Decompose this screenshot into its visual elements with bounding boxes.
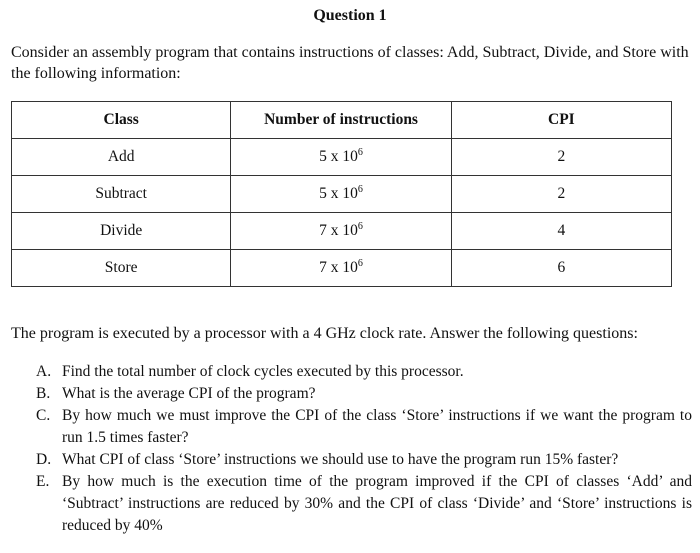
list-item xyxy=(36,383,692,405)
cell-class: Add xyxy=(12,139,231,176)
lead-paragraph: The program is executed by a processor with a 4 GHz clock rate. Answer the following questions: xyxy=(11,325,638,342)
cell-cpi: 2 xyxy=(451,139,671,176)
list-item xyxy=(36,361,692,383)
count-base: 5 x 10 xyxy=(319,185,358,202)
table-header-row xyxy=(12,102,672,139)
count-base: 7 x 10 xyxy=(319,259,358,276)
cell-count xyxy=(231,176,451,213)
item-letter: B. xyxy=(36,385,51,402)
list-item xyxy=(36,449,692,471)
item-text: By how much we must improve the CPI of the class ‘Store’ instructions if we want the program to run 1.5 times faster? xyxy=(62,407,692,446)
cell-cpi: 6 xyxy=(451,250,671,287)
cell-class: Divide xyxy=(12,213,231,250)
cell-count xyxy=(231,213,451,250)
count-exponent: 6 xyxy=(357,221,363,232)
question-title: Question 1 xyxy=(313,7,387,24)
item-letter: E. xyxy=(36,473,50,490)
count-exponent: 6 xyxy=(357,147,363,158)
header-number-of-instructions: Number of instructions xyxy=(231,102,451,139)
item-text: What CPI of class ‘Store’ instructions we should use to have the program run 15% faster? xyxy=(62,451,619,468)
item-letter: D. xyxy=(36,451,52,468)
header-cpi: CPI xyxy=(451,102,671,139)
table-row xyxy=(12,213,672,250)
count-base: 5 x 10 xyxy=(319,148,358,165)
cell-class: Store xyxy=(12,250,231,287)
item-text: By how much is the execution time of the program improved if the CPI of classes ‘Add’ and ‘Subtract’ instructions are reduced by 30% and the CPI of class ‘Divide’ and ‘Store’ instructions is reduced by 40% xyxy=(62,473,692,534)
cell-cpi: 2 xyxy=(451,176,671,213)
cell-count xyxy=(231,139,451,176)
item-text: What is the average CPI of the program? xyxy=(62,385,316,402)
count-exponent: 6 xyxy=(357,258,363,269)
question-list xyxy=(36,361,692,537)
instruction-table xyxy=(11,101,672,287)
table-row xyxy=(12,250,672,287)
cell-class: Subtract xyxy=(12,176,231,213)
table-row xyxy=(12,139,672,176)
item-letter: A. xyxy=(36,363,52,380)
list-item xyxy=(36,471,692,537)
header-class: Class xyxy=(12,102,231,139)
cell-count xyxy=(231,250,451,287)
table-row xyxy=(12,176,672,213)
list-item xyxy=(36,405,692,449)
count-base: 7 x 10 xyxy=(319,222,358,239)
count-exponent: 6 xyxy=(357,184,363,195)
intro-paragraph: Consider an assembly program that contains instructions of classes: Add, Subtract, Divide, and Store with the following information: xyxy=(11,44,689,82)
item-text: Find the total number of clock cycles executed by this processor. xyxy=(62,363,464,380)
cell-cpi: 4 xyxy=(451,213,671,250)
item-letter: C. xyxy=(36,407,51,424)
